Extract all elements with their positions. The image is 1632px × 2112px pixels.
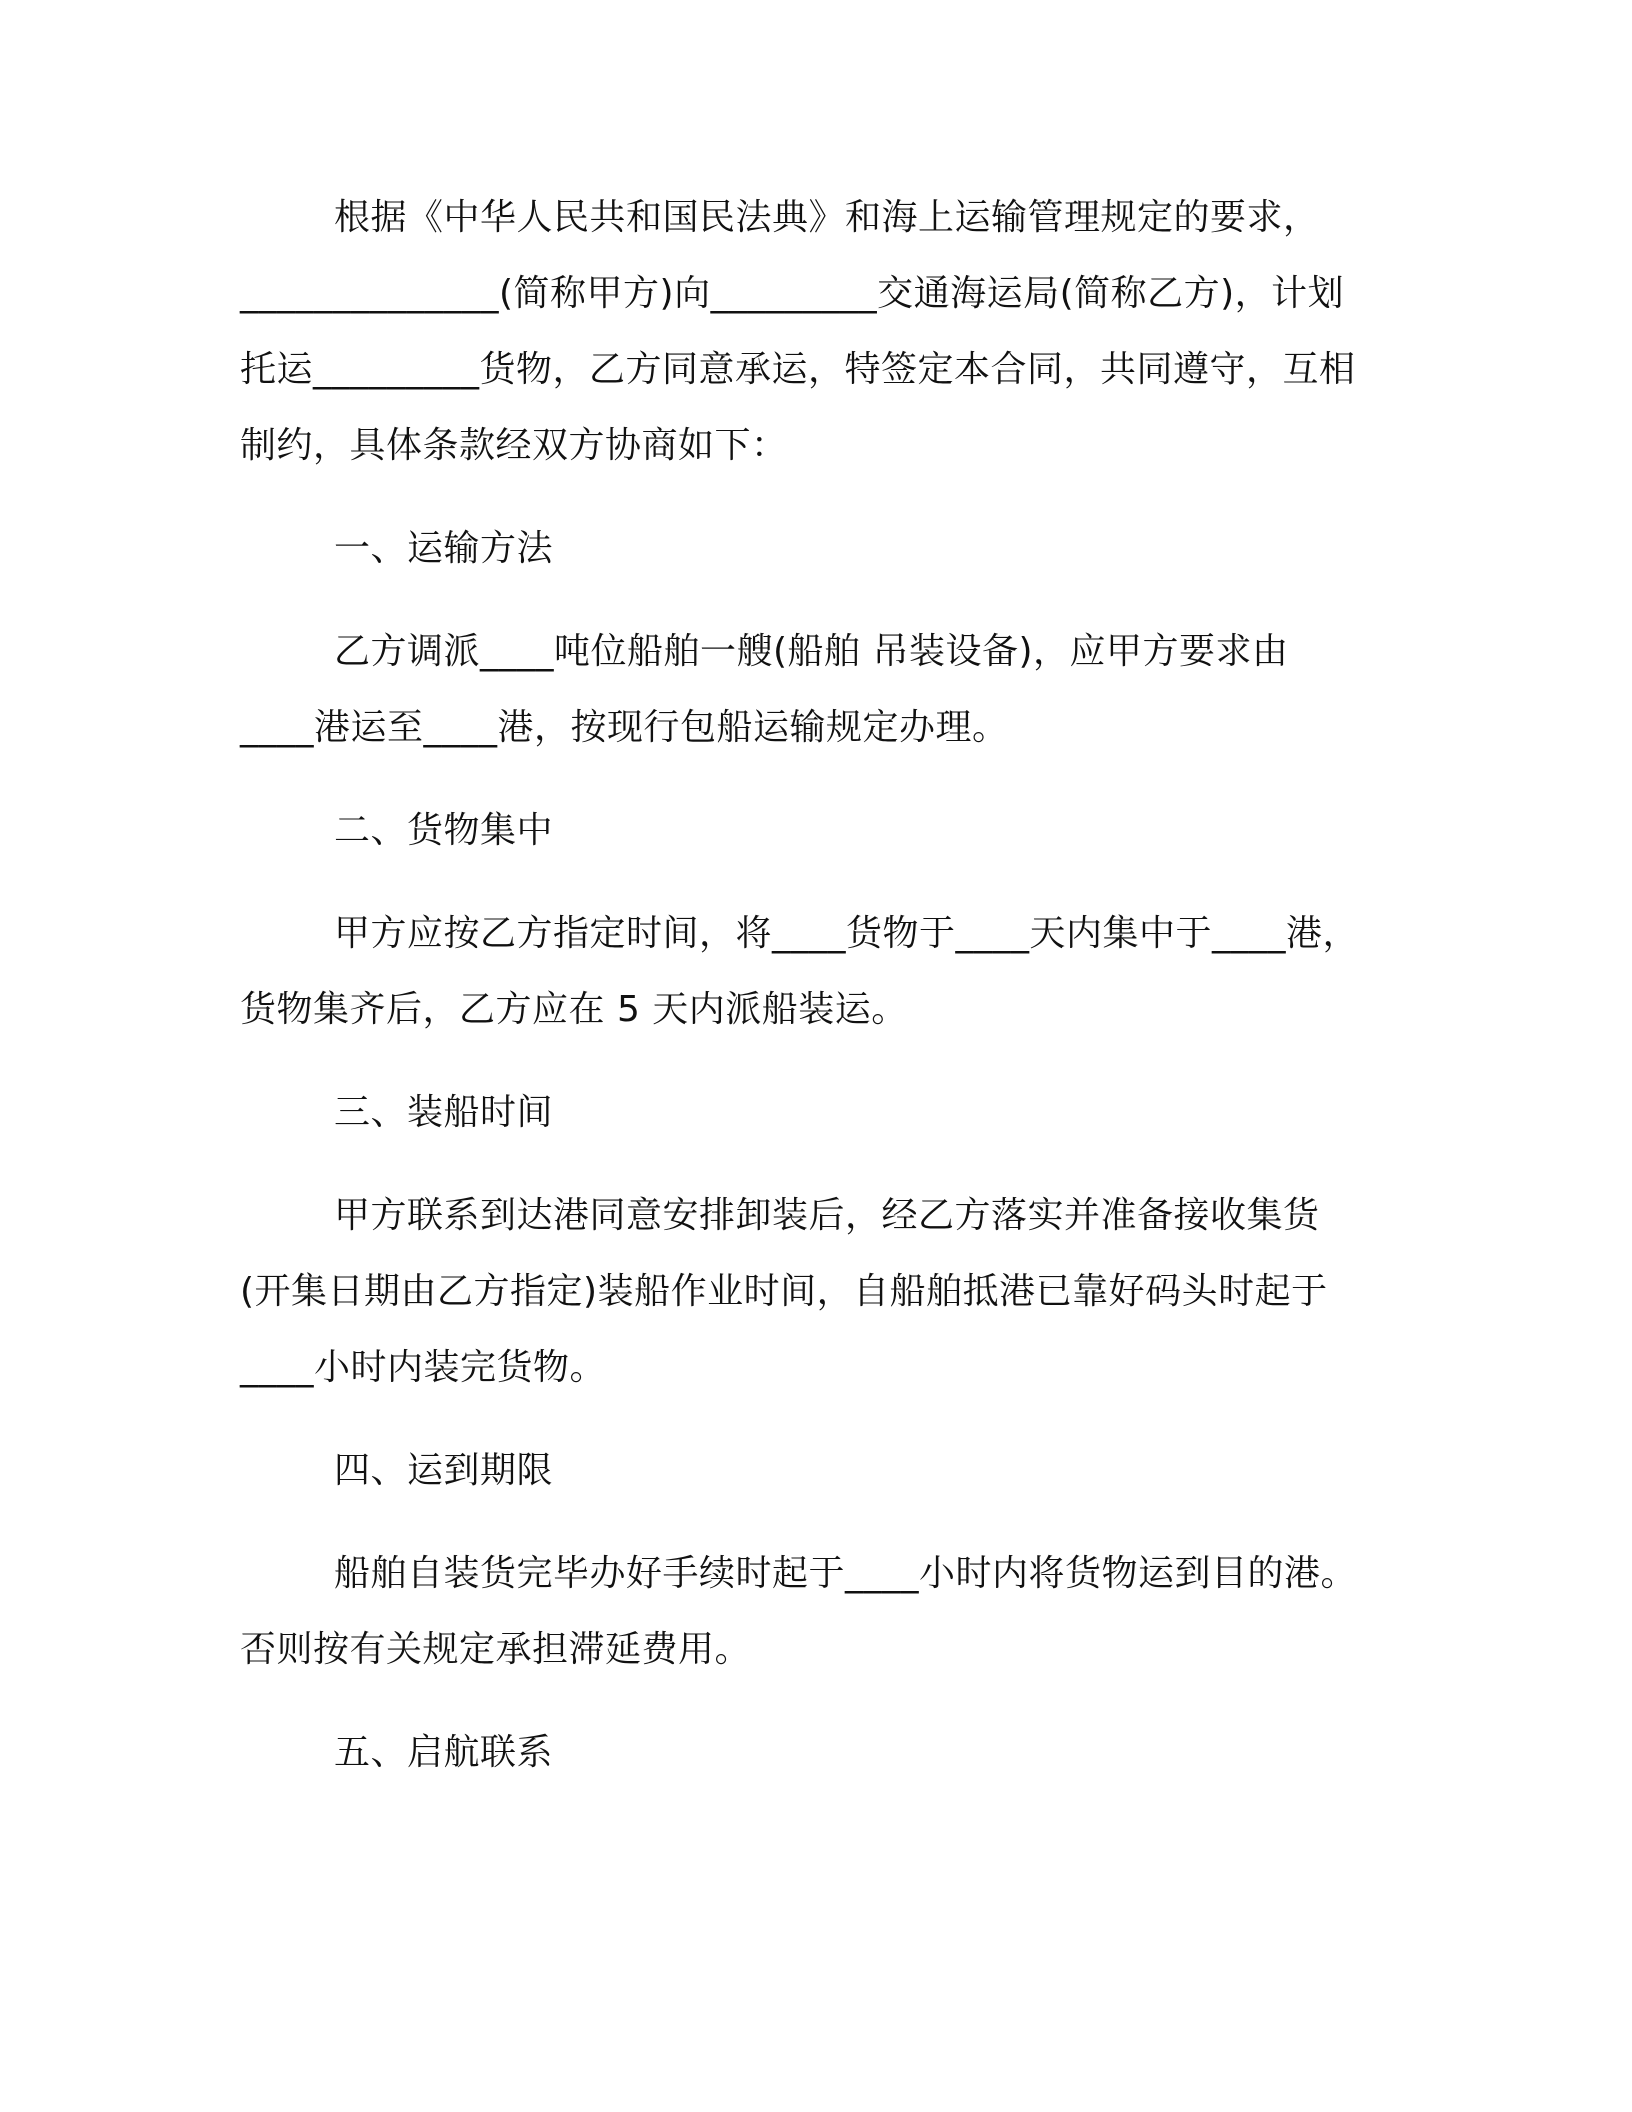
section3-line-1: 甲方联系到达港同意安排卸装后，经乙方落实并准备接收集货	[334, 1195, 1320, 1236]
section3-line-2: (开集日期由乙方指定)装船作业时间，自船舶抵港已靠好码头时起于	[240, 1271, 1328, 1312]
section-heading-4: 四、运到期限	[334, 1450, 554, 1491]
section-heading-2: 二、货物集中	[334, 810, 554, 851]
section3-line-3: ____小时内装完货物。	[240, 1347, 607, 1388]
section2-line-1: 甲方应按乙方指定时间，将____货物于____天内集中于____港，	[334, 913, 1360, 954]
intro-line-1: 根据《中华人民共和国民法典》和海上运输管理规定的要求，	[334, 197, 1320, 238]
intro-line-3: 托运_________货物，乙方同意承运，特签定本合同，共同遵守，互相	[240, 349, 1356, 390]
section1-line-1: 乙方调派____吨位船舶一艘(船舶 吊装设备)，应甲方要求由	[334, 631, 1289, 672]
section-heading-5: 五、启航联系	[334, 1732, 554, 1773]
section-heading-3: 三、装船时间	[334, 1092, 554, 1133]
section-heading-1: 一、运输方法	[334, 528, 554, 569]
section4-line-1: 船舶自装货完毕办好手续时起于____小时内将货物运到目的港。	[334, 1553, 1358, 1594]
section2-line-2: 货物集齐后，乙方应在 5 天内派船装运。	[240, 989, 908, 1030]
section4-line-2: 否则按有关规定承担滞延费用。	[240, 1629, 752, 1670]
intro-line-4: 制约，具体条款经双方协商如下：	[240, 425, 788, 466]
section1-line-2: ____港运至____港，按现行包船运输规定办理。	[240, 707, 1009, 748]
intro-line-2: ______________(简称甲方)向_________交通海运局(简称乙方)，计划	[240, 273, 1345, 314]
